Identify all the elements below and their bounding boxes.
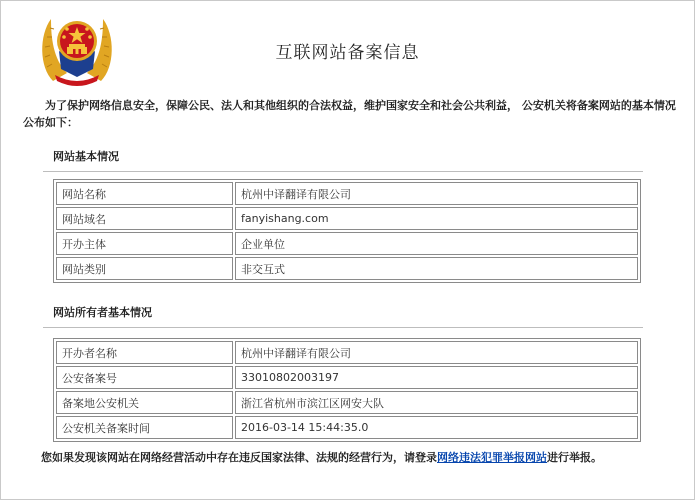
site-name-value: 杭州中译翻译有限公司: [235, 182, 638, 205]
organizer-type-value: 企业单位: [235, 232, 638, 255]
footer-text-before: 您如果发现该网站在网络经营活动中存在违反国家法律、法规的经营行为，请登录: [41, 451, 437, 464]
footer-text-after: 进行举报。: [547, 451, 602, 464]
police-authority-label: 备案地公安机关: [56, 391, 233, 414]
table-row: [56, 182, 638, 205]
intro-text: 为了保护网络信息安全，保障公民、法人和其他组织的合法权益，维护国家安全和社会公共利益， 公安机关将备案网站的基本情况公布如下：: [23, 99, 676, 129]
record-time-label: 公安机关备案时间: [56, 416, 233, 439]
table-row: [56, 391, 638, 414]
owner-basic-divider: [43, 327, 643, 328]
site-domain-value: fanyishang.com: [235, 207, 638, 230]
site-basic-divider: [43, 171, 643, 172]
record-time-value: 2016-03-14 15:44:35.0: [235, 416, 638, 439]
site-basic-table: [53, 179, 641, 283]
table-row: [56, 366, 638, 389]
table-row: [56, 416, 638, 439]
site-domain-label: 网站域名: [56, 207, 233, 230]
table-row: [56, 341, 638, 364]
table-row: [56, 207, 638, 230]
record-number-label: 公安备案号: [56, 366, 233, 389]
table-row: [56, 232, 638, 255]
organizer-type-label: 开办主体: [56, 232, 233, 255]
owner-name-label: 开办者名称: [56, 341, 233, 364]
table-row: [56, 257, 638, 280]
site-category-value: 非交互式: [235, 257, 638, 280]
footer-notice: [41, 449, 602, 465]
site-basic-heading: 网站基本情况: [53, 150, 119, 163]
record-number-value: 33010802003197: [235, 366, 638, 389]
page-title: 互联网站备案信息: [275, 43, 420, 63]
owner-basic-table: [53, 338, 641, 442]
site-name-label: 网站名称: [56, 182, 233, 205]
police-authority-value: 浙江省杭州市滨江区网安大队: [235, 391, 638, 414]
site-category-label: 网站类别: [56, 257, 233, 280]
owner-name-value: 杭州中译翻译有限公司: [235, 341, 638, 364]
report-site-link[interactable]: 网络违法犯罪举报网站: [437, 451, 547, 464]
owner-basic-heading: 网站所有者基本情况: [53, 306, 152, 319]
